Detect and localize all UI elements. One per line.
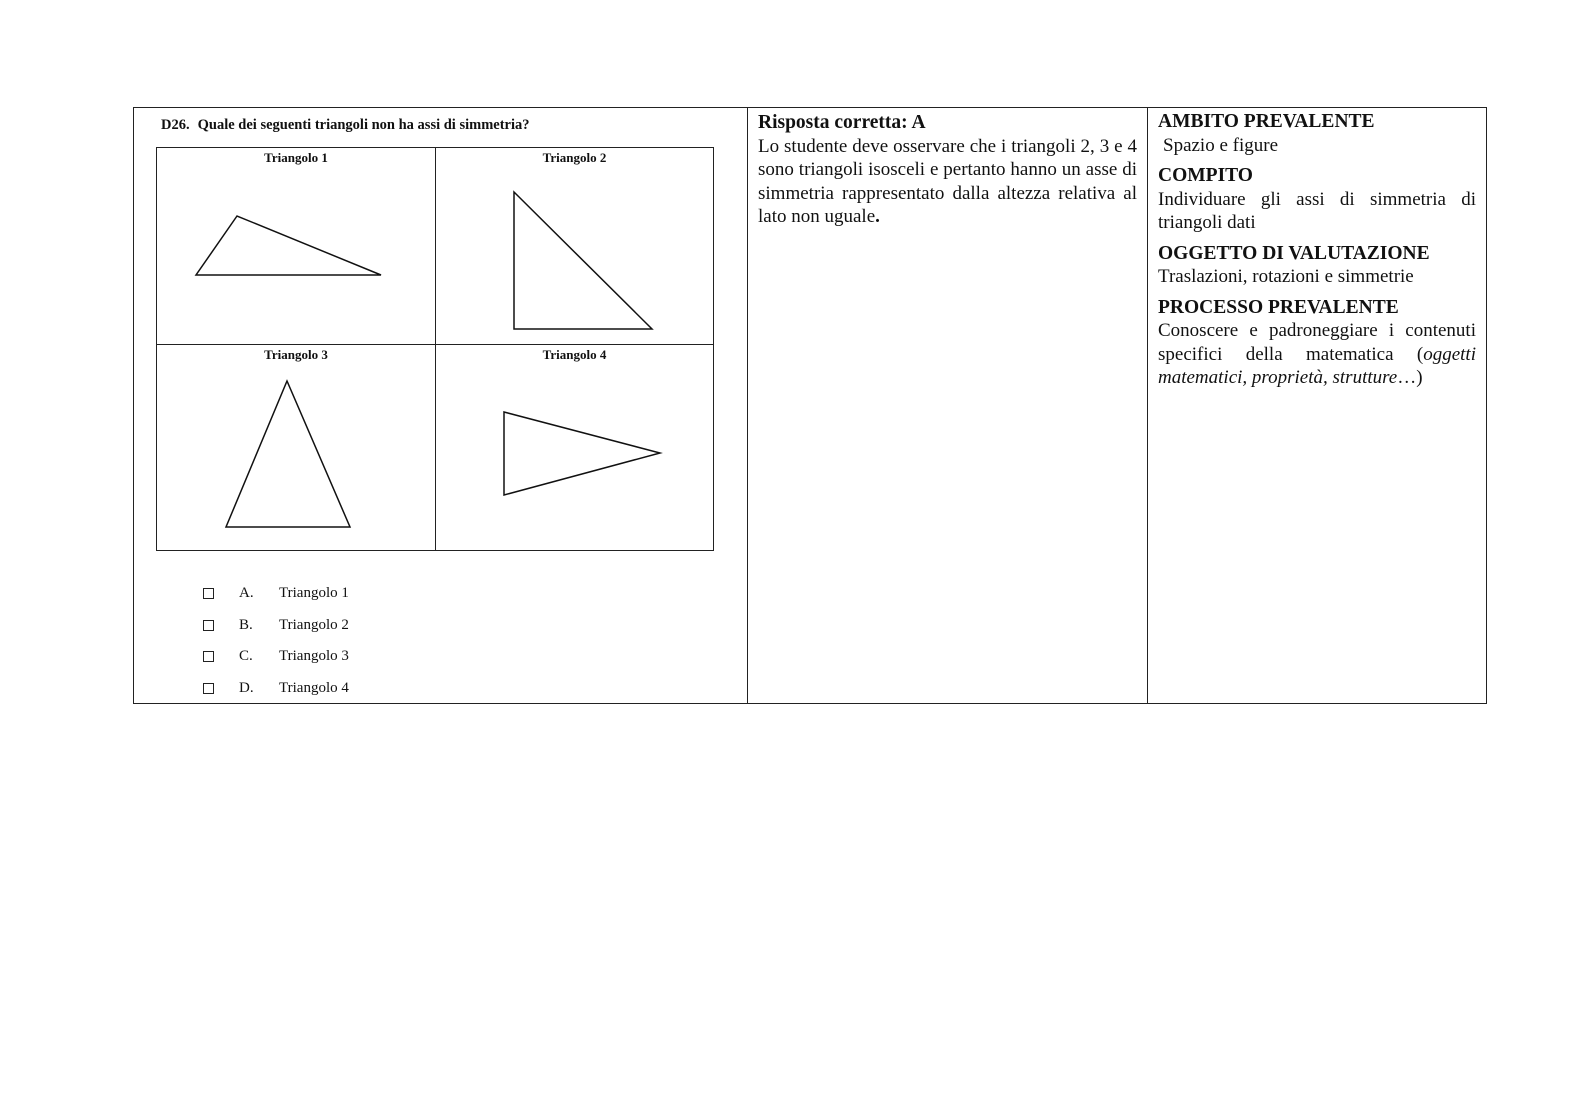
answer-explanation-end: . [875,206,880,227]
triangle-3-cell [157,345,435,550]
answer-options [203,578,349,704]
answer-heading: Risposta corretta: A [758,112,926,133]
ambito-heading: AMBITO PREVALENTE [1158,111,1375,132]
option-d-letter: D. [239,679,254,696]
triangle-2-shape [514,192,652,329]
option-b-letter: B. [239,616,253,633]
option-a-text: Triangolo 1 [279,585,349,602]
triangle-2-drawing [436,148,713,344]
processo-heading: PROCESSO PREVALENTE [1158,296,1399,318]
compito-value: Individuare gli assi di simmetria di triangoli dati [1158,188,1476,233]
processo-value-italic: oggetti matematici, proprietà, strutture [1158,343,1476,388]
processo-value [1158,319,1476,390]
question-table [133,107,1487,704]
question-cell [134,108,748,703]
triangle-1-shape [196,216,381,275]
question-number: D26. [161,117,190,133]
option-b-text: Triangolo 2 [279,616,349,633]
question-title [161,117,530,134]
triangle-4-label: Triangolo 4 [542,347,607,362]
compito-heading: COMPITO [1158,165,1253,186]
triangle-1-cell [157,148,435,344]
option-c[interactable] [203,641,349,673]
triangle-1-drawing [157,148,435,344]
option-c-checkbox[interactable] [203,651,214,662]
option-a-letter: A. [239,585,254,602]
classification-cell [1148,108,1486,703]
triangle-4-cell [436,345,713,550]
option-c-text: Triangolo 3 [279,648,349,665]
triangle-3-label: Triangolo 3 [264,347,328,362]
triangle-4-drawing [436,345,713,550]
oggetto-value: Traslazioni, rotazioni e simmetrie [1158,266,1414,287]
option-c-letter: C. [239,648,253,665]
triangle-4-shape [504,412,660,495]
processo-value-end: …) [1397,367,1423,388]
option-a[interactable] [203,578,349,610]
triangle-3-shape [226,381,350,527]
answer-explanation [758,135,1137,229]
option-d-checkbox[interactable] [203,683,214,694]
option-b[interactable] [203,610,349,642]
oggetto-heading: OGGETTO DI VALUTAZIONE [1158,242,1430,264]
option-d-text: Triangolo 4 [279,679,349,696]
option-b-checkbox[interactable] [203,620,214,631]
triangle-2-cell [436,148,713,344]
answer-cell [748,108,1148,703]
triangle-1-label: Triangolo 1 [264,150,328,165]
question-text: Quale dei seguenti triangoli non ha assi di simmetria? [197,117,530,133]
option-d[interactable] [203,673,349,705]
triangle-2-label: Triangolo 2 [542,150,607,165]
triangle-3-drawing [157,345,435,550]
processo-value-text: Conoscere e padroneggiare i contenuti specifici della matematica ( [1158,320,1476,365]
answer-explanation-text: Lo studente deve osservare che i triangoli 2, 3 e 4 sono triangoli isosceli e pertanto hanno un asse di simmetria rappresentato dalla altezza relativa al lato non uguale [758,135,1137,227]
option-a-checkbox[interactable] [203,588,214,599]
ambito-value: Spazio e figure [1163,134,1279,156]
triangle-figure-grid [156,147,714,551]
